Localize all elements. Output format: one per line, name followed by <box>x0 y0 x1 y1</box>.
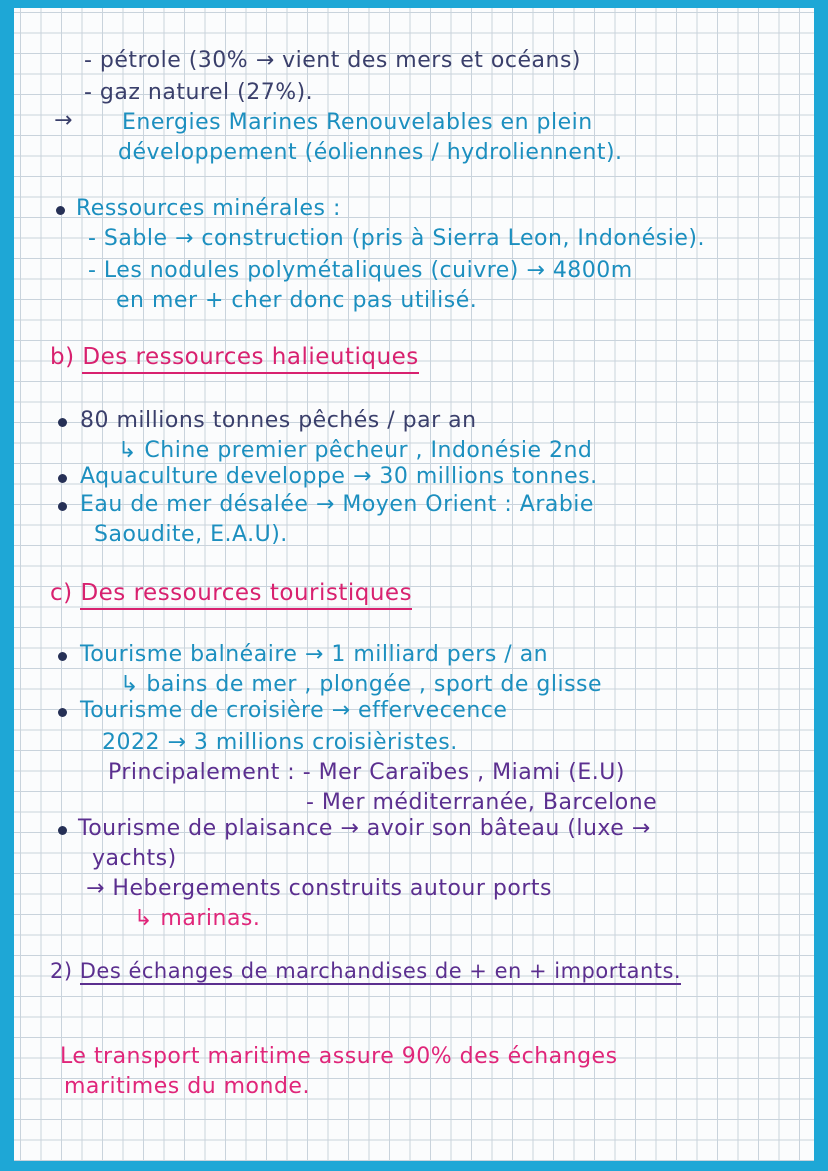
list-item: Saoudite, E.A.U). <box>94 522 288 547</box>
section-c-heading <box>50 580 412 606</box>
arrow-icon: → <box>54 108 73 133</box>
list-item: ↳ Chine premier pêcheur , Indonésie 2nd <box>118 438 593 463</box>
list-item: 2022 → 3 millions croisièristes. <box>102 730 458 755</box>
list-item: Tourisme de croisière → effervecence <box>80 698 508 723</box>
bullet-icon <box>58 474 67 483</box>
conclusion-line-1: Le transport maritime assure 90% des échanges <box>60 1044 618 1069</box>
section-b-heading <box>50 344 419 370</box>
bullet-icon <box>58 652 67 661</box>
list-item: Tourisme balnéaire → 1 milliard pers / an <box>80 642 549 667</box>
notebook-page <box>14 8 814 1161</box>
section-b-marker: b) <box>50 344 75 370</box>
text-emr-2: développement (éoliennes / hydroliennent). <box>118 140 623 165</box>
section-c-title: Des ressources touristiques <box>80 580 412 610</box>
conclusion-line-2: maritimes du monde. <box>64 1074 310 1099</box>
list-item: → Hebergements construits autour ports <box>86 876 552 901</box>
list-item: ↳ marinas. <box>134 906 261 931</box>
text-sable: - Sable → construction (pris à Sierra Leon, Indonésie). <box>88 226 705 251</box>
bullet-icon <box>58 708 67 717</box>
list-item: yachts) <box>92 846 177 871</box>
text-petrole: - pétrole (30% → vient des mers et océans) <box>84 48 581 73</box>
list-item: ↳ bains de mer , plongée , sport de glisse <box>120 672 603 697</box>
bullet-icon <box>58 418 67 427</box>
text-nodules-2: en mer + cher donc pas utilisé. <box>116 288 478 313</box>
list-item: Tourisme de plaisance → avoir son bâteau (luxe → <box>78 816 651 841</box>
list-item: Aquaculture developpe → 30 millions tonnes. <box>80 464 598 489</box>
text-emr-1: Energies Marines Renouvelables en plein <box>122 110 593 135</box>
list-item: 80 millions tonnes pêchés / par an <box>80 408 477 433</box>
section-2-title: Des échanges de marchandises de + en + importants. <box>79 959 682 983</box>
list-item: - Mer méditerranée, Barcelone <box>306 790 658 815</box>
text-nodules-1: - Les nodules polymétaliques (cuivre) → 4800m <box>88 258 633 283</box>
section-c-marker: c) <box>50 580 73 606</box>
section-b-title: Des ressources halieutiques <box>82 344 418 374</box>
bullet-icon <box>58 502 67 511</box>
text-gaz: - gaz naturel (27%). <box>84 80 314 105</box>
list-item: Principalement : - Mer Caraïbes , Miami (E.U) <box>108 760 625 785</box>
list-item: Eau de mer désalée → Moyen Orient : Arabie <box>80 492 594 517</box>
section-2-marker: 2) <box>50 959 73 983</box>
section-2-heading <box>50 958 681 984</box>
bullet-icon <box>56 206 65 215</box>
minerals-heading: Ressources minérales : <box>76 196 341 221</box>
bullet-icon <box>58 826 67 835</box>
